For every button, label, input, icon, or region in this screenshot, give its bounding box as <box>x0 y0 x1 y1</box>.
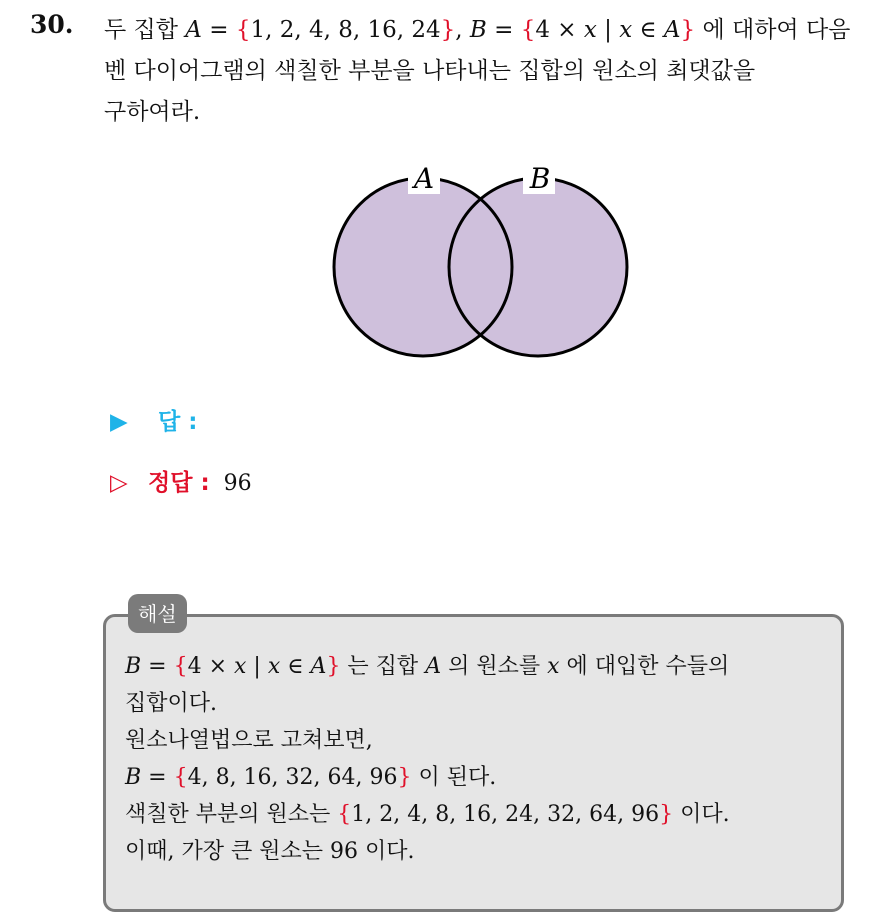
correct-answer-value: 96 <box>223 471 252 496</box>
label-a: A <box>413 162 435 195</box>
set-b-name: B <box>469 17 487 43</box>
solution-tag: 해설 <box>128 594 187 633</box>
solution-line-6: 이때, 가장 큰 원소는 96 이다. <box>125 839 415 864</box>
question-intro: 두 집합 <box>104 17 186 43</box>
solution-line-1 <box>125 648 830 685</box>
such-that-bar: | <box>596 17 620 43</box>
solution-text <box>125 648 830 870</box>
solution-text-part: 이 된다. <box>411 765 497 790</box>
answer-row <box>110 403 197 436</box>
solution-line-5 <box>125 796 830 833</box>
set-a-name: A <box>185 17 202 43</box>
solution-line-3: 원소나열법으로 고쳐보면, <box>125 728 373 753</box>
solution-text-part: 색칠한 부분의 원소는 <box>125 802 338 827</box>
variable-x: x <box>234 654 247 679</box>
equals-sign: = <box>141 654 174 679</box>
solution-text-part: 의 원소를 <box>441 654 548 679</box>
set-a-name: A <box>310 654 327 679</box>
correct-answer-row <box>110 464 252 497</box>
brace-open: { <box>235 17 251 43</box>
shaded-elements: 1, 2, 4, 8, 16, 24, 32, 64, 96 <box>351 802 660 827</box>
play-icon: ▶ <box>110 409 128 435</box>
variable-x: x <box>583 17 597 43</box>
set-b-name: B <box>125 765 142 790</box>
comma-separator: , <box>455 17 470 43</box>
element-of-symbol: ∈ <box>280 654 311 679</box>
question-number: 30. <box>30 10 74 39</box>
equals-sign: = <box>486 17 521 43</box>
solution-line-4 <box>125 759 830 796</box>
equals-sign: = <box>141 765 174 790</box>
brace-close: } <box>680 17 696 43</box>
solution-text-part: 에 대입한 수들의 <box>559 654 730 679</box>
equals-sign: = <box>201 17 236 43</box>
question-intro-tail: 에 대하여 다음 <box>695 17 851 43</box>
brace-close: } <box>440 17 456 43</box>
question-line-2: 벤 다이어그램의 색칠한 부분을 나타내는 집합의 원소의 최댓값을 <box>104 58 756 84</box>
set-b-elements: 4, 8, 16, 32, 64, 96 <box>187 765 398 790</box>
brace-close: } <box>397 765 412 790</box>
venn-diagram <box>330 160 630 360</box>
brace-open: { <box>173 765 188 790</box>
brace-close: } <box>659 802 674 827</box>
question-line-3: 구하여라. <box>104 99 201 125</box>
element-of-symbol: ∈ <box>632 17 664 43</box>
such-that-bar: | <box>246 654 268 679</box>
brace-close: } <box>326 654 341 679</box>
set-a-elements: 1, 2, 4, 8, 16, 24 <box>250 17 441 43</box>
question-line-1 <box>104 10 864 51</box>
solution-text-part: 이다. <box>673 802 730 827</box>
outline-play-icon: ▷ <box>110 470 128 496</box>
variable-x: x <box>547 654 560 679</box>
set-b-rule: 4 × <box>187 654 235 679</box>
correct-answer-label: 정답 : <box>148 470 210 496</box>
set-b-name: B <box>125 654 142 679</box>
brace-open: { <box>173 654 188 679</box>
label-b: B <box>529 162 551 195</box>
answer-label: 답 : <box>158 409 198 435</box>
set-a-name: A <box>425 654 442 679</box>
solution-text-part: 는 집합 <box>340 654 426 679</box>
brace-open: { <box>520 17 536 43</box>
set-b-rule: 4 × <box>535 17 584 43</box>
solution-line-2: 집합이다. <box>125 691 218 716</box>
set-a-name: A <box>663 17 681 43</box>
question-text <box>104 10 864 133</box>
variable-x: x <box>619 17 633 43</box>
brace-open: { <box>337 802 352 827</box>
variable-x: x <box>267 654 281 679</box>
